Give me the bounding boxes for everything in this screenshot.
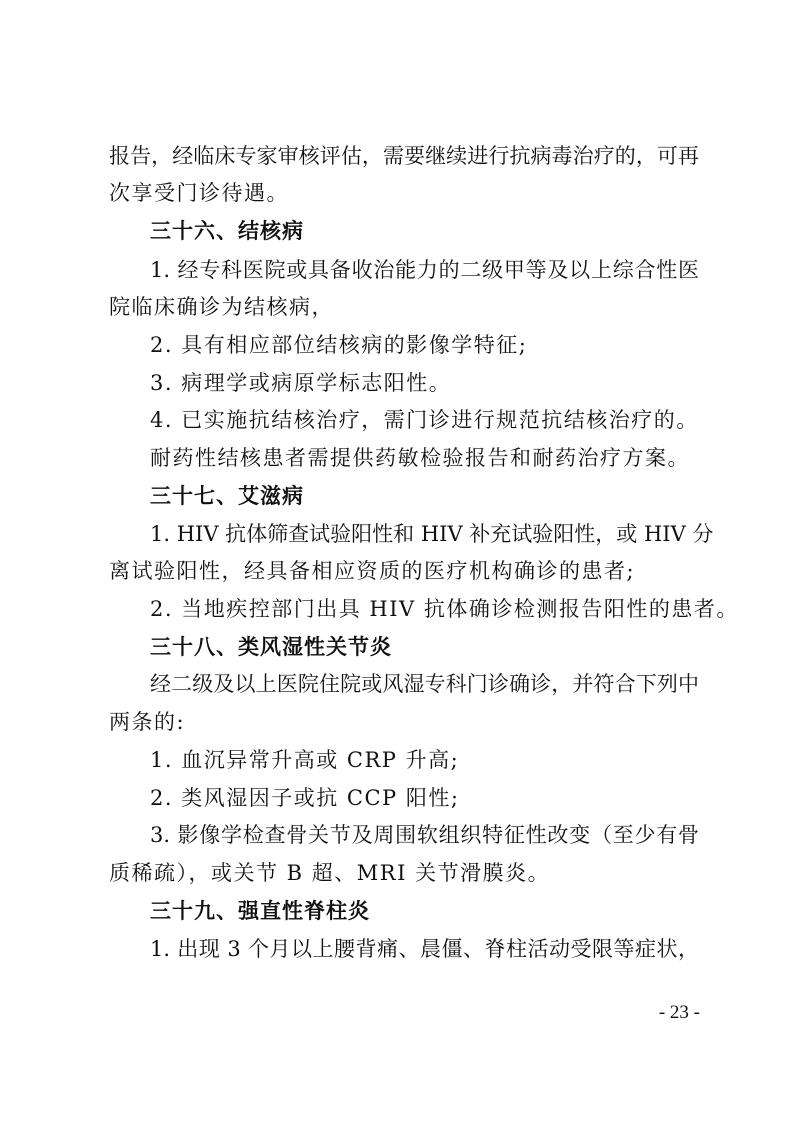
paragraph-line: 报告，经临床专家审核评估，需要继续进行抗病毒治疗的，可再	[109, 144, 699, 168]
paragraph-line: 两条的:	[109, 710, 186, 734]
list-item: 2. 类风湿因子或抗 CCP 阳性;	[150, 786, 460, 810]
paragraph-line: 院临床确诊为结核病，	[109, 295, 334, 319]
page-number: - 23 -	[658, 1002, 700, 1023]
list-item: 1. HIV 抗体筛查试验阳性和 HIV 补充试验阳性，或 HIV 分	[150, 522, 714, 546]
section-heading: 三十八、类风湿性关节炎	[150, 635, 392, 659]
list-item: 3. 病理学或病原学标志阳性。	[150, 371, 452, 395]
list-item: 2. 具有相应部位结核病的影像学特征;	[150, 333, 528, 357]
list-item: 2. 当地疾控部门出具 HIV 抗体确诊检测报告阳性的患者。	[150, 597, 739, 621]
list-item: 4. 已实施抗结核治疗，需门诊进行规范抗结核治疗的。	[150, 408, 699, 432]
list-item: 3. 影像学检查骨关节及周围软组织特征性改变（至少有骨	[150, 823, 699, 847]
section-heading: 三十九、强直性脊柱炎	[150, 899, 370, 923]
paragraph-line: 耐药性结核患者需提供药敏检验报告和耐药治疗方案。	[150, 446, 690, 470]
list-item: 1. 经专科医院或具备收治能力的二级甲等及以上综合性医	[150, 258, 699, 282]
paragraph-line: 质稀疏），或关节 B 超、MRI 关节滑膜炎。	[109, 861, 551, 885]
paragraph-line: 次享受门诊待遇。	[109, 181, 289, 205]
list-item: 1. 出现 3 个月以上腰背痛、晨僵、脊柱活动受限等症状，	[150, 937, 699, 961]
paragraph-line: 离试验阳性，经具备相应资质的医疗机构确诊的患者;	[109, 559, 636, 583]
section-heading: 三十七、艾滋病	[150, 484, 304, 508]
list-item: 1. 血沉异常升高或 CRP 升高;	[150, 748, 460, 772]
section-heading: 三十六、结核病	[150, 219, 304, 243]
paragraph-line: 经二级及以上医院住院或风湿专科门诊确诊，并符合下列中	[150, 672, 699, 696]
